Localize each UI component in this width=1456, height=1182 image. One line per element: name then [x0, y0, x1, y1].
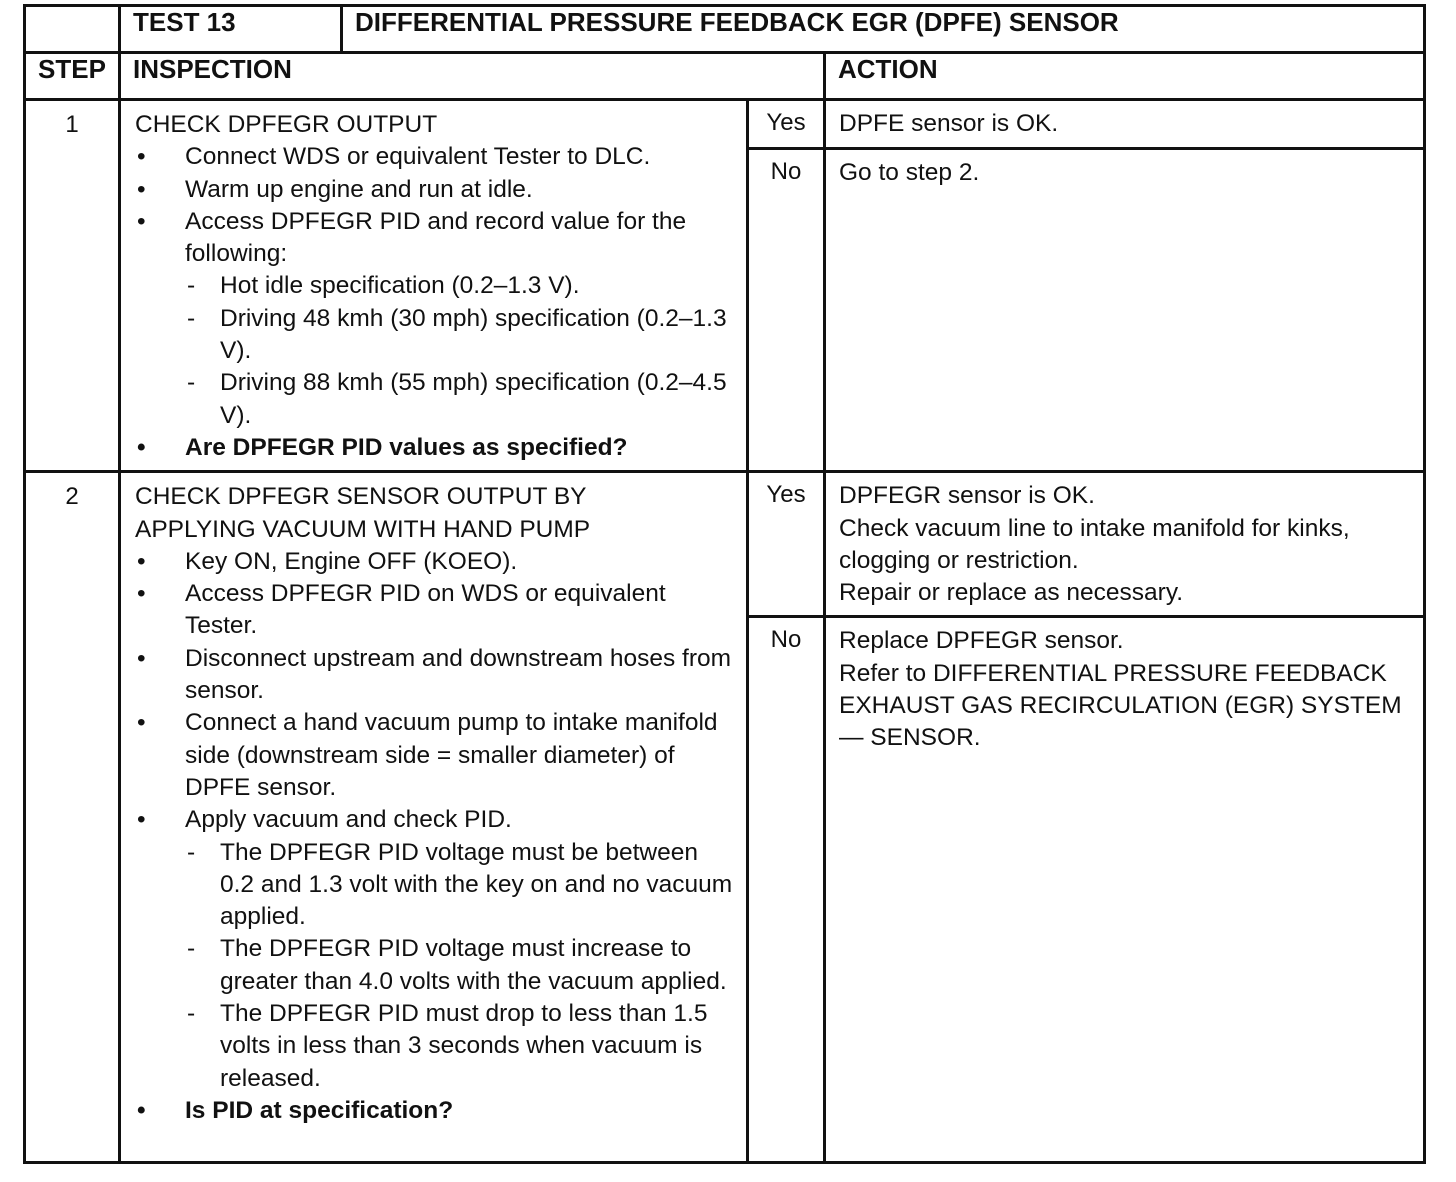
column-header-row — [25, 53, 1425, 100]
step-2-number: 2 — [25, 472, 120, 1163]
list-item: • Key ON, Engine OFF (KOEO). — [135, 546, 738, 578]
step-2-inspection — [120, 472, 748, 1163]
step-1-question: • Are DPFEGR PID values as specified? — [135, 432, 738, 464]
step-1-no-action: Go to step 2. — [825, 148, 1425, 472]
action-line: Replace DPFEGR sensor. — [839, 627, 1124, 655]
sub-list-item: - The DPFEGR PID voltage must increase to greater than 4.0 volts with the vacuum applied. — [183, 933, 738, 998]
bullet-icon: • — [137, 806, 146, 834]
sub-list-item: - The DPFEGR PID voltage must be between 0.2 and 1.3 volt with the key on and no vacuum applied. — [183, 837, 738, 934]
list-item: • Warm up engine and run at idle. — [135, 174, 738, 206]
sub-list-item: - The DPFEGR PID must drop to less than 1.5 volts in less than 3 seconds when vacuum is released. — [183, 998, 738, 1095]
step-1-yes-row — [25, 100, 1425, 149]
step-1-heading: CHECK DPFEGR OUTPUT — [135, 111, 438, 138]
dash-icon: - — [187, 935, 196, 963]
sub-list-item: - Driving 48 kmh (30 mph) specification (0.2–1.3 V). — [183, 303, 738, 368]
step-2-question: • Is PID at specification? — [135, 1095, 738, 1127]
step-1-inspection — [120, 100, 748, 472]
step-column-header: STEP — [25, 53, 120, 100]
diagnostic-table — [23, 4, 1426, 1164]
step-2-yes-action — [825, 472, 1425, 617]
bullet-icon: • — [137, 580, 146, 608]
action-line: Repair or replace as necessary. — [839, 579, 1184, 607]
list-item: • Disconnect upstream and downstream hoses from sensor. — [135, 643, 738, 708]
bullet-icon: • — [137, 1096, 146, 1124]
list-item: • Access DPFEGR PID and record value for the following: — [135, 206, 738, 271]
bullet-icon: • — [137, 644, 146, 672]
bullet-icon: • — [137, 175, 146, 203]
step-2-yes-row — [25, 472, 1425, 617]
dash-icon: - — [187, 1000, 196, 1028]
dash-icon: - — [187, 304, 196, 332]
step-1-yes-label: Yes — [748, 100, 825, 149]
bullet-icon: • — [137, 433, 146, 461]
sub-list-item: - Driving 88 kmh (55 mph) specification (0.2–4.5 V). — [183, 367, 738, 432]
step-1-yes-action: DPFE sensor is OK. — [825, 100, 1425, 149]
bullet-icon: • — [137, 547, 146, 575]
dash-icon: - — [187, 369, 196, 397]
action-line: Refer to DIFFERENTIAL PRESSURE FEEDBACK EXHAUST GAS RECIRCULATION (EGR) SYSTEM — SENSOR. — [839, 659, 1402, 752]
bullet-icon: • — [137, 207, 146, 235]
dash-icon: - — [187, 272, 196, 300]
step-1-number: 1 — [25, 100, 120, 472]
action-column-header: ACTION — [825, 53, 1425, 100]
header-row — [25, 6, 1425, 53]
step-2-no-action — [825, 617, 1425, 1163]
sub-list-item: - Hot idle specification (0.2–1.3 V). — [183, 270, 738, 302]
test-number: TEST 13 — [120, 6, 342, 53]
list-item: • Access DPFEGR PID on WDS or equivalent Tester. — [135, 578, 738, 643]
step-2-heading-line-1: CHECK DPFEGR SENSOR OUTPUT BY — [135, 483, 587, 511]
bullet-icon: • — [137, 709, 146, 737]
header-blank-cell — [25, 6, 120, 53]
step-2-heading-line-2: APPLYING VACUUM WITH HAND PUMP — [135, 515, 591, 543]
inspection-column-header: INSPECTION — [120, 53, 825, 100]
bullet-icon: • — [137, 143, 146, 171]
list-item: • Apply vacuum and check PID. — [135, 804, 738, 836]
list-item: • Connect WDS or equivalent Tester to DLC. — [135, 141, 738, 173]
list-item: • Connect a hand vacuum pump to intake manifold side (downstream side = smaller diameter) of DPFE sensor. — [135, 707, 738, 804]
step-2-yes-label: Yes — [748, 472, 825, 617]
test-title: DIFFERENTIAL PRESSURE FEEDBACK EGR (DPFE) SENSOR — [342, 6, 1425, 53]
step-1-no-label: No — [748, 148, 825, 472]
step-2-no-label: No — [748, 617, 825, 1163]
action-line: Check vacuum line to intake manifold for kinks, clogging or restriction. — [839, 514, 1350, 574]
dash-icon: - — [187, 838, 196, 866]
action-line: DPFEGR sensor is OK. — [839, 482, 1095, 510]
